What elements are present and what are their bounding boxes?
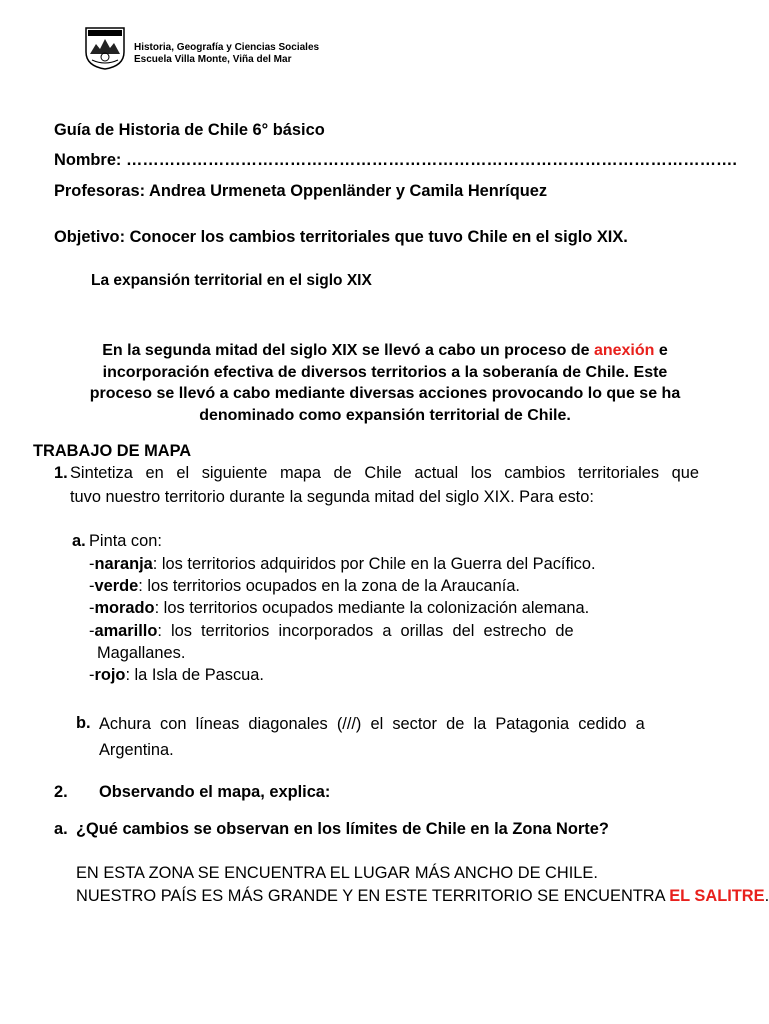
q1-line-1: Sintetiza en el siguiente mapa de Chile actual los cambios territoriales que: [70, 464, 699, 482]
header-subject: Historia, Geografía y Ciencias Sociales: [134, 42, 320, 53]
map-work-heading: TRABAJO DE MAPA: [33, 442, 192, 460]
color-item-verde: -verde: los territorios ocupados en la zona de la Araucanía.: [89, 577, 520, 595]
q1a-text: Pinta con:: [89, 532, 162, 550]
q2a-label: a.: [54, 820, 68, 838]
header-school: Escuela Villa Monte, Viña del Mar: [134, 54, 292, 65]
objective-line: Objetivo: Conocer los cambios territoriales que tuvo Chile en el siglo XIX.: [54, 228, 628, 246]
intro-line-2: incorporación efectiva de diversos territorios a la soberanía de Chile. Este: [102, 363, 668, 381]
teachers-line: Profesoras: Andrea Urmeneta Oppenländer y Camila Henríquez: [54, 182, 548, 200]
color-item-naranja: -naranja: los territorios adquiridos por Chile en la Guerra del Pacífico.: [89, 555, 596, 573]
color-item-rojo: -rojo: la Isla de Pascua.: [89, 666, 264, 684]
section-subtitle: La expansión territorial en el siglo XIX: [91, 272, 372, 289]
q1a-label: a.: [72, 532, 86, 550]
q1b-line-1: Achura con líneas diagonales (///) el sector de la Patagonia cedido a: [99, 715, 645, 733]
q1b-label: b.: [76, 714, 91, 732]
q1b-line-2: Argentina.: [99, 741, 174, 759]
salitre-word: EL SALITRE: [669, 887, 765, 905]
answer-line-1: EN ESTA ZONA SE ENCUENTRA EL LUGAR MÁS ANCHO DE CHILE.: [76, 864, 598, 882]
q1-line-2: tuvo nuestro territorio durante la segunda mitad del siglo XIX. Para esto:: [70, 488, 594, 506]
name-line: Nombre: ………………………………………………………………………………………………….: [54, 151, 737, 169]
color-item-amarillo: -amarillo: los territorios incorporados a orillas del estrecho de: [89, 622, 574, 640]
intro-line-1: En la segunda mitad del siglo XIX se llevó a cabo un proceso de anexión e: [102, 342, 668, 359]
color-item-morado: -morado: los territorios ocupados mediante la colonización alemana.: [89, 599, 590, 617]
intro-paragraph: [40, 340, 730, 426]
answer-line-2: NUESTRO PAÍS ES MÁS GRANDE Y EN ESTE TERRITORIO SE ENCUENTRA EL SALITRE.: [76, 887, 769, 905]
q1-number: 1.: [54, 464, 68, 482]
q2-text: Observando el mapa, explica:: [99, 783, 331, 801]
intro-line-4: denominado como expansión territorial de Chile.: [199, 406, 571, 424]
school-logo: [84, 26, 126, 70]
q2-number: 2.: [54, 783, 68, 801]
guide-title: Guía de Historia de Chile 6° básico: [54, 121, 325, 139]
annexion-word: anexión: [593, 342, 655, 359]
q2a-text: ¿Qué cambios se observan en los límites de Chile en la Zona Norte?: [76, 820, 609, 838]
intro-line-3: proceso se llevó a cabo mediante diversas acciones provocando lo que se ha: [89, 385, 681, 402]
color-item-amarillo-cont: Magallanes.: [97, 644, 186, 662]
